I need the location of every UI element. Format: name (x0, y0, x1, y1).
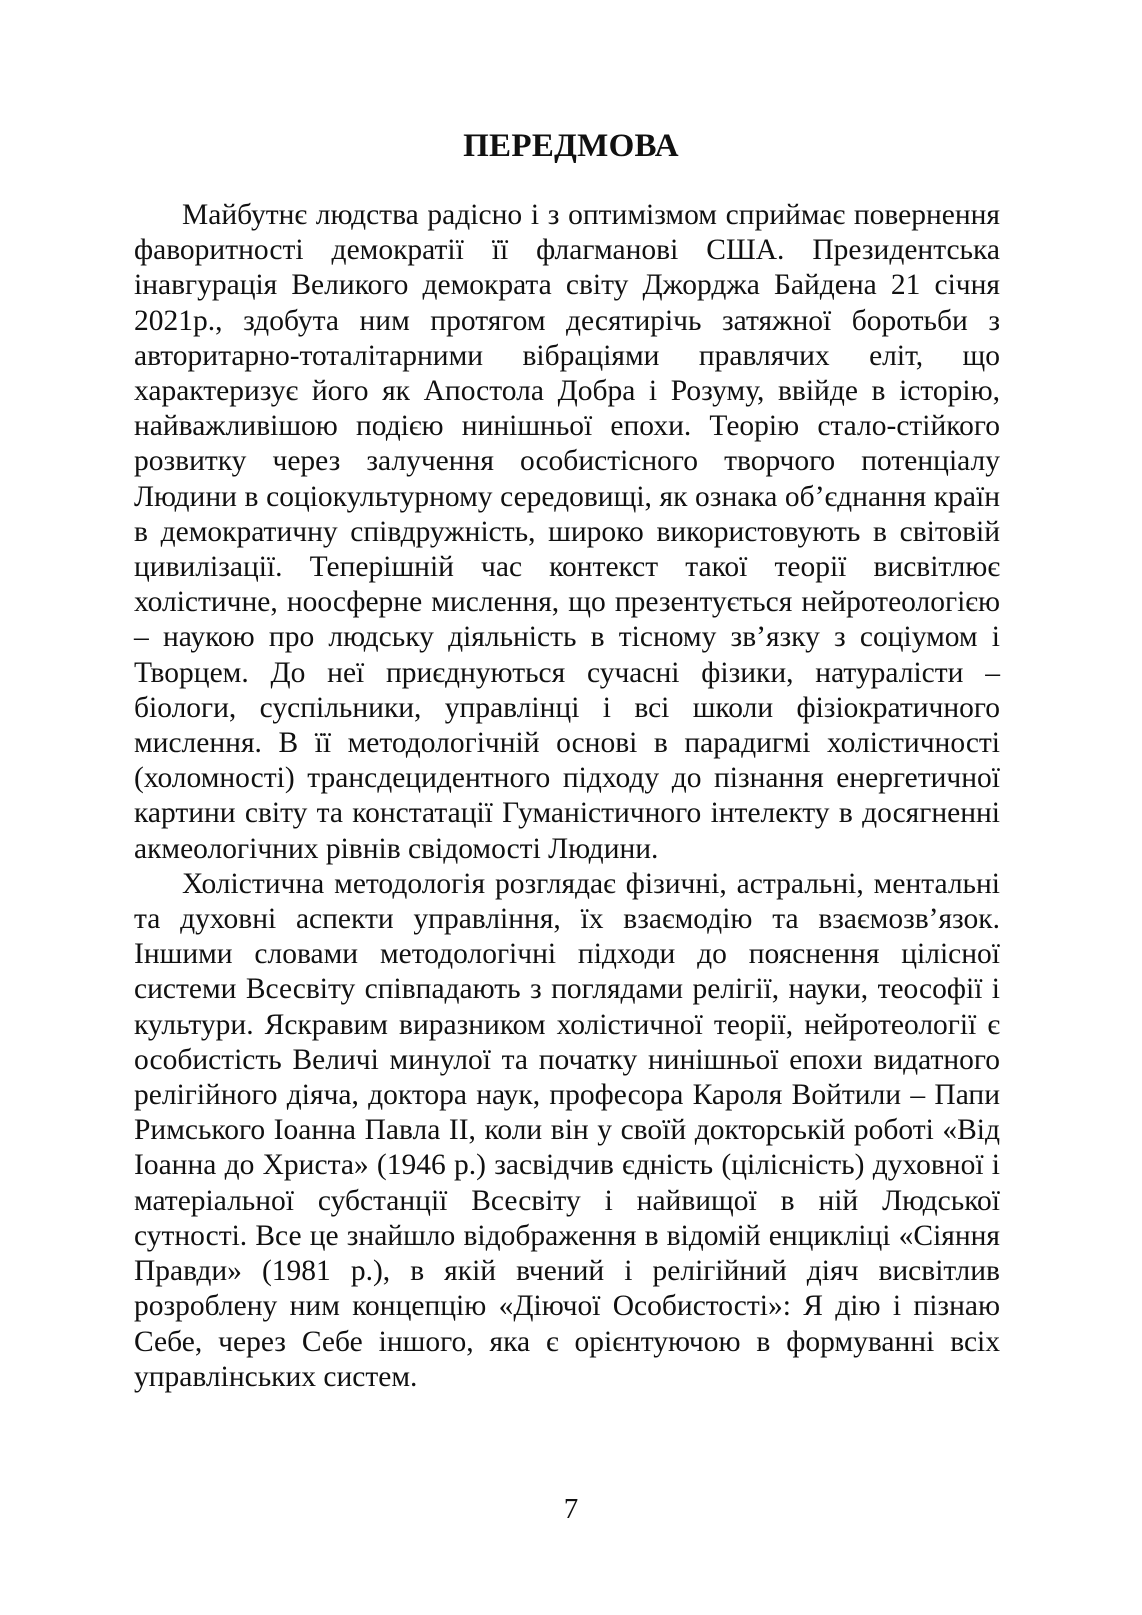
body-text (134, 198, 1000, 1395)
paragraph-1: Майбутнє людства радісно і з оптимізмом сприймає повернення фаворитності демократії її флагманові США. Президентська інавгурація Великого демократа світу Джорджа Байдена 21 січня 2021р., здобута ним протягом десятирічь затяжної боротьби з авторитарно-тоталітарними вібраціями правлячих еліт, що характеризує його як Апостола Добра і Розуму, ввійде в історію, найважливішою подією нинішньої епохи. Теорію стало-стійкого розвитку через залучення особистісного творчого потенціалу Людини в соціокультурному середовищі, як ознака об’єднання країн в демократичну співдружність, широко використовують в світовій цивилізації. Теперішній час контекст такої теорії висвітлює холістичне, ноосферне мислення, що презентується нейротеологією – наукою про людську діяльність в тісному зв’язку з соціумом і Творцем. До неї приєднуються сучасні фізики, натуралісти – біологи, суспільники, управлінці і всі школи фізіократичного мислення. В її методологічній основі в парадигмі холістичності (холомності) трансдецидентного підходу до пізнання енергетичної картини світу та констатації Гуманістичного інтелекту в досягненні акмеологічних рівнів свідомості Людини. (134, 199, 1000, 865)
page-title: ПЕРЕДМОВА (463, 128, 679, 164)
paragraph-2: Холістична методологія розглядає фізичні, астральні, ментальні та духовні аспекти управління, їх взаємодію та взаємозв’язок. Іншими словами методологічні підходи до пояснення цілісної системи Всесвіту співпадають з поглядами релігії, науки, теософії і культури. Яскравим виразником холістичної теорії, нейротеології є особистість Величі минулої та початку нинішньої епохи видатного релігійного діяча, доктора наук, професора Кароля Войтили – Папи Римського Іоанна Павла ІІ, коли він у своїй докторській роботі «Від Іоанна до Христа» (1946 р.) засвідчив єдність (цілісність) духовної і матеріальної субстанції Всесвіту і найвищої в ній Людської сутності. Все це знайшло відображення в відомій енцикліці «Сіяння Правди» (1981 р.), в якій вчений і релігійний діяч висвітлив розроблену ним концепцію «Діючої Особистості»: Я дію і пізнаю Себе, через Себе іншого, яка є орієнтуючою в формуванні всіх управлінських систем. (134, 867, 1000, 1393)
page-number: 7 (563, 1493, 579, 1525)
